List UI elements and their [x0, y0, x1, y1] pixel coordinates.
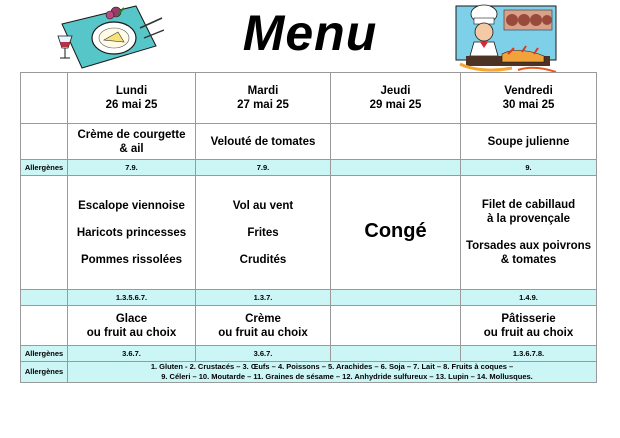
dessert-allergen-row [21, 346, 597, 362]
starter-mardi: Velouté de tomates [196, 124, 331, 160]
allergen-starter-lundi: 7.9. [68, 160, 196, 176]
dessert-lundi: Glace ou fruit au choix [68, 306, 196, 346]
day-header-mardi: Mardi 27 mai 25 [196, 73, 331, 124]
dessert-row [21, 306, 597, 346]
menu-table [20, 72, 597, 383]
page-title: Menu [242, 5, 378, 61]
starter-vendredi: Soupe julienne [461, 124, 597, 160]
allergen-main-vendredi: 1.4.9. [461, 290, 597, 306]
allergen-starter-vendredi: 9. [461, 160, 597, 176]
allergen-legend-row [21, 362, 597, 383]
allergen-label: Allergènes [21, 362, 68, 383]
day-header-jeudi: Jeudi 29 mai 25 [331, 73, 461, 124]
dessert-mardi: Crème ou fruit au choix [196, 306, 331, 346]
starter-row [21, 124, 597, 160]
starter-allergen-row [21, 160, 597, 176]
allergen-main-mardi: 1.3.7. [196, 290, 331, 306]
dessert-jeudi [331, 306, 461, 346]
allergen-dessert-mardi: 3.6.7. [196, 346, 331, 362]
allergen-label: Allergènes [21, 160, 68, 176]
chef-illustration [452, 4, 560, 74]
corner-cell [21, 73, 68, 124]
day-header-lundi: Lundi 26 mai 25 [68, 73, 196, 124]
allergen-starter-mardi: 7.9. [196, 160, 331, 176]
main-vendredi: Filet de cabillaud à la provençale Torsades aux poivrons & tomates [461, 176, 597, 290]
main-allergen-row [21, 290, 597, 306]
main-lundi: Escalope viennoise Haricots princesses Pommes rissolées [68, 176, 196, 290]
holiday-label: Congé [364, 220, 427, 242]
starter-jeudi [331, 124, 461, 160]
allergen-dessert-lundi: 3.6.7. [68, 346, 196, 362]
allergen-legend: 1. Gluten - 2. Crustacés – 3. Œufs – 4. Poissons – 5. Arachides – 6. Soja – 7. Lait – 8. Fruits à coques – 9. Céleri – 10. Moutarde – 11. Graines de sésame – 12. Anhydride sulfureux – 13. Lupin – 14. Mollusques. [68, 362, 597, 383]
main-jeudi [331, 176, 461, 290]
day-header-row [21, 73, 597, 124]
dessert-vendredi: Pâtisserie ou fruit au choix [461, 306, 597, 346]
day-header-vendredi: Vendredi 30 mai 25 [461, 73, 597, 124]
main-mardi: Vol au vent Frites Crudités [196, 176, 331, 290]
starter-lundi: Crème de courgette & ail [68, 124, 196, 160]
main-course-row [21, 176, 597, 290]
allergen-dessert-vendredi: 1.3.6.7.8. [461, 346, 597, 362]
allergen-label: Allergènes [21, 346, 68, 362]
allergen-main-lundi: 1.3.5.6.7. [68, 290, 196, 306]
